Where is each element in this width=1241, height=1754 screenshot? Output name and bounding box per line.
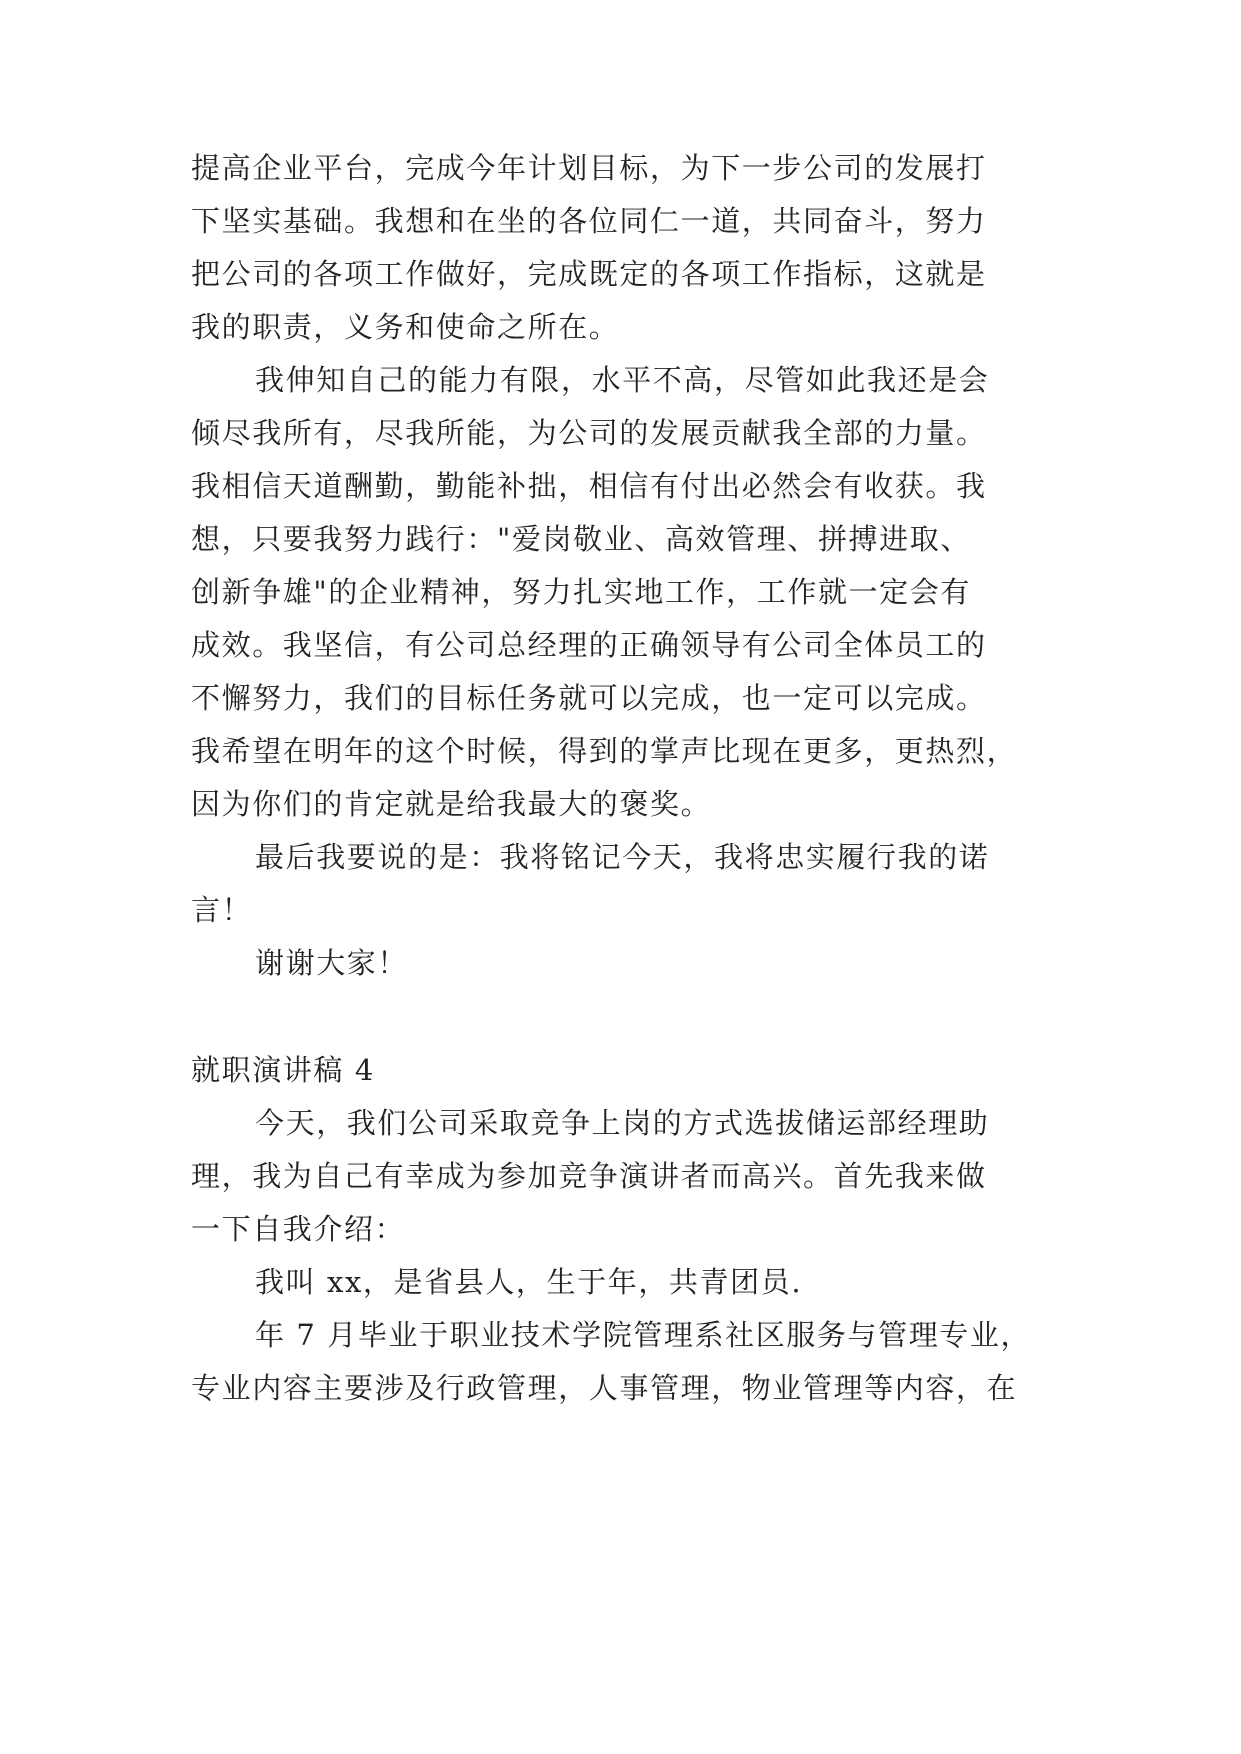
paragraph-3-line-2: 言！	[191, 893, 253, 927]
paragraph-2-line-1: 我伸知自己的能力有限，水平不高，尽管如此我还是会	[255, 363, 990, 397]
section-paragraph-3-line-1: 年 7 月毕业于职业技术学院管理系社区服务与管理专业，	[255, 1318, 1032, 1352]
paragraph-4-line-1: 谢谢大家！	[255, 946, 409, 980]
paragraph-2-line-5: 创新争雄"的企业精神，努力扎实地工作，工作就一定会有	[191, 575, 971, 609]
paragraph-1-line-2: 下坚实基础。我想和在坐的各位同仁一道，共同奋斗，努力	[191, 204, 987, 238]
paragraph-2-line-8: 我希望在明年的这个时候，得到的掌声比现在更多，更热烈，	[191, 734, 1018, 768]
section-paragraph-1-line-1: 今天，我们公司采取竞争上岗的方式选拔储运部经理助	[255, 1106, 990, 1140]
paragraph-1-line-3: 把公司的各项工作做好，完成既定的各项工作指标，这就是	[191, 257, 987, 291]
section-paragraph-1-line-2: 理，我为自己有幸成为参加竞争演讲者而高兴。首先我来做	[191, 1159, 987, 1193]
section-paragraph-1-line-3: 一下自我介绍：	[191, 1212, 406, 1246]
paragraph-1-line-4: 我的职责，义务和使命之所在。	[191, 310, 620, 344]
paragraph-2-line-4: 想，只要我努力践行："爱岗敬业、高效管理、拼搏进取、	[191, 522, 971, 556]
paragraph-1-line-1: 提高企业平台，完成今年计划目标，为下一步公司的发展打	[191, 151, 987, 185]
paragraph-2-line-3: 我相信天道酬勤，勤能补拙，相信有付出必然会有收获。我	[191, 469, 987, 503]
paragraph-2-line-2: 倾尽我所有，尽我所能，为公司的发展贡献我全部的力量。	[191, 416, 987, 450]
section-title: 就职演讲稿 4	[191, 1053, 375, 1087]
paragraph-2-line-7: 不懈努力，我们的目标任务就可以完成，也一定可以完成。	[191, 681, 987, 715]
paragraph-2-line-9: 因为你们的肯定就是给我最大的褒奖。	[191, 787, 712, 821]
paragraph-2-line-6: 成效。我坚信，有公司总经理的正确领导有公司全体员工的	[191, 628, 987, 662]
paragraph-3-line-1: 最后我要说的是：我将铭记今天，我将忠实履行我的诺	[255, 840, 990, 874]
section-paragraph-3-line-2: 专业内容主要涉及行政管理，人事管理，物业管理等内容，在	[191, 1371, 1018, 1405]
section-paragraph-2-line-1: 我叫 xx，是省县人，生于年，共青团员.	[255, 1265, 803, 1299]
